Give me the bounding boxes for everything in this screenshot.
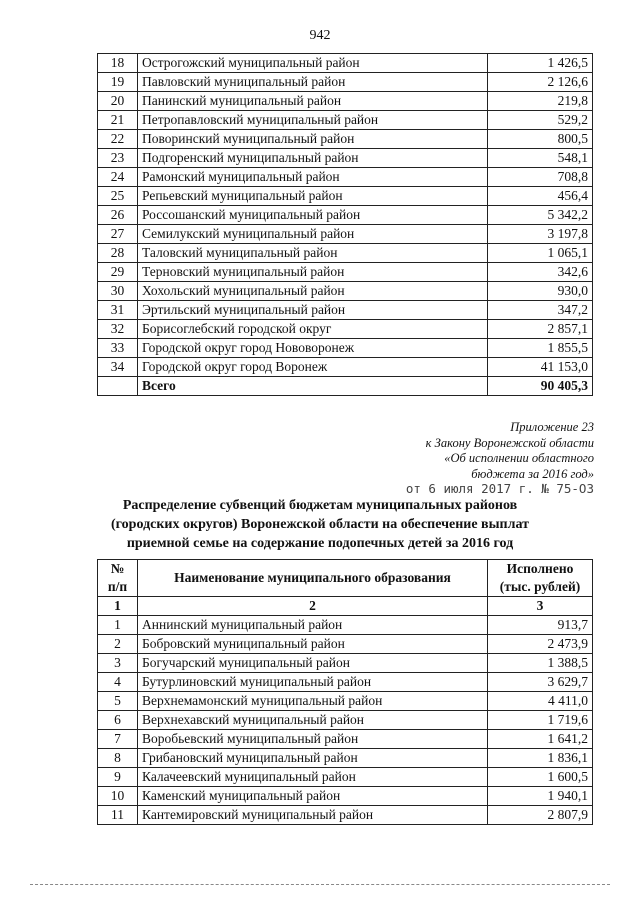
row-name: Терновский муниципальный район — [138, 263, 488, 282]
table-row — [98, 673, 593, 692]
header-number — [98, 560, 138, 597]
table-row — [98, 73, 593, 92]
row-number: 3 — [98, 654, 138, 673]
row-number: 32 — [98, 320, 138, 339]
row-name: Петропавловский муниципальный район — [138, 111, 488, 130]
header-name: Наименование муниципального образования — [138, 560, 488, 597]
row-value: 1 836,1 — [488, 749, 593, 768]
total-value: 90 405,3 — [488, 377, 593, 396]
row-name: Грибановский муниципальный район — [138, 749, 488, 768]
row-name: Борисоглебский городской округ — [138, 320, 488, 339]
subsidy-table-continued — [97, 53, 593, 396]
row-number: 9 — [98, 768, 138, 787]
row-name: Бобровский муниципальный район — [138, 635, 488, 654]
row-name: Панинский муниципальный район — [138, 92, 488, 111]
row-value: 1 940,1 — [488, 787, 593, 806]
table-row — [98, 301, 593, 320]
row-value: 342,6 — [488, 263, 593, 282]
row-name: Таловский муниципальный район — [138, 244, 488, 263]
row-value: 4 411,0 — [488, 692, 593, 711]
table-row — [98, 692, 593, 711]
table-row — [98, 111, 593, 130]
table-row — [98, 187, 593, 206]
table-row — [98, 787, 593, 806]
row-value: 529,2 — [488, 111, 593, 130]
row-value: 2 126,6 — [488, 73, 593, 92]
table-row — [98, 339, 593, 358]
row-name: Воробьевский муниципальный район — [138, 730, 488, 749]
title-line: Распределение субвенций бюджетам муниципальных районов — [122, 498, 518, 513]
total-num-cell — [98, 377, 138, 396]
table-body — [98, 54, 593, 396]
table-row — [98, 635, 593, 654]
row-value: 1 641,2 — [488, 730, 593, 749]
document-title — [80, 496, 560, 553]
table-row — [98, 168, 593, 187]
table-row — [98, 206, 593, 225]
row-name: Острогожский муниципальный район — [138, 54, 488, 73]
row-value: 2 473,9 — [488, 635, 593, 654]
table-row — [98, 225, 593, 244]
table-row — [98, 92, 593, 111]
row-number: 27 — [98, 225, 138, 244]
row-value: 3 197,8 — [488, 225, 593, 244]
table-row — [98, 130, 593, 149]
subsidy-distribution-table — [97, 559, 593, 825]
row-value: 1 426,5 — [488, 54, 593, 73]
annex-header — [334, 420, 594, 482]
row-value: 930,0 — [488, 282, 593, 301]
table-header — [98, 560, 593, 597]
row-name: Эртильский муниципальный район — [138, 301, 488, 320]
row-value: 1 855,5 — [488, 339, 593, 358]
annex-line: к Закону Воронежской области — [425, 435, 594, 450]
table-row — [98, 711, 593, 730]
table-row — [98, 768, 593, 787]
annex-line: «Об исполнении областного — [444, 451, 594, 465]
row-number: 5 — [98, 692, 138, 711]
row-name: Семилукский муниципальный район — [138, 225, 488, 244]
row-number: 22 — [98, 130, 138, 149]
row-number: 30 — [98, 282, 138, 301]
page-number: 942 — [309, 28, 331, 43]
header-row — [98, 560, 593, 597]
table-row — [98, 616, 593, 635]
row-number: 21 — [98, 111, 138, 130]
row-name: Хохольский муниципальный район — [138, 282, 488, 301]
row-value: 41 153,0 — [488, 358, 593, 377]
column-index: 1 — [98, 597, 138, 616]
row-name: Репьевский муниципальный район — [138, 187, 488, 206]
row-value: 2 807,9 — [488, 806, 593, 825]
row-value: 5 342,2 — [488, 206, 593, 225]
table-row — [98, 282, 593, 301]
row-number: 1 — [98, 616, 138, 635]
row-number: 24 — [98, 168, 138, 187]
row-value: 548,1 — [488, 149, 593, 168]
row-number: 20 — [98, 92, 138, 111]
row-value: 219,8 — [488, 92, 593, 111]
row-name: Россошанский муниципальный район — [138, 206, 488, 225]
table-row — [98, 149, 593, 168]
row-name: Бутурлиновский муниципальный район — [138, 673, 488, 692]
row-number: 4 — [98, 673, 138, 692]
row-number: 29 — [98, 263, 138, 282]
table-row — [98, 749, 593, 768]
row-number: 33 — [98, 339, 138, 358]
row-name: Рамонский муниципальный район — [138, 168, 488, 187]
column-index: 3 — [488, 597, 593, 616]
header-value-line: (тыс. рублей) — [499, 579, 581, 594]
row-value: 2 857,1 — [488, 320, 593, 339]
row-number: 28 — [98, 244, 138, 263]
table-row — [98, 54, 593, 73]
row-name: Кантемировский муниципальный район — [138, 806, 488, 825]
row-name: Павловский муниципальный район — [138, 73, 488, 92]
header-number-line: п/п — [107, 579, 128, 594]
row-value: 913,7 — [488, 616, 593, 635]
table-row — [98, 730, 593, 749]
row-number: 34 — [98, 358, 138, 377]
title-line: (городских округов) Воронежской области на обеспечение выплат — [111, 517, 529, 532]
row-number: 7 — [98, 730, 138, 749]
table-row — [98, 263, 593, 282]
row-number: 10 — [98, 787, 138, 806]
header-number-line: № — [110, 561, 125, 576]
row-name: Верхнемамонский муниципальный район — [138, 692, 488, 711]
row-number: 31 — [98, 301, 138, 320]
row-number: 11 — [98, 806, 138, 825]
annex-line: Приложение 23 — [510, 420, 594, 434]
row-name: Верхнехавский муниципальный район — [138, 711, 488, 730]
table-body — [98, 597, 593, 825]
title-line: приемной семье на содержание подопечных детей за 2016 год — [126, 536, 514, 551]
column-index: 2 — [138, 597, 488, 616]
row-value: 1 719,6 — [488, 711, 593, 730]
row-value: 1 600,5 — [488, 768, 593, 787]
row-number: 2 — [98, 635, 138, 654]
row-number: 18 — [98, 54, 138, 73]
row-value: 1 388,5 — [488, 654, 593, 673]
law-reference-stamp: от 6 июля 2017 г. № 75-ОЗ — [405, 481, 594, 496]
row-name: Городской округ город Нововоронеж — [138, 339, 488, 358]
table-row — [98, 320, 593, 339]
row-name: Подгоренский муниципальный район — [138, 149, 488, 168]
table-row — [98, 806, 593, 825]
row-number: 19 — [98, 73, 138, 92]
header-value — [488, 560, 593, 597]
row-name: Аннинский муниципальный район — [138, 616, 488, 635]
row-name: Богучарский муниципальный район — [138, 654, 488, 673]
table-row — [98, 358, 593, 377]
row-name: Калачеевский муниципальный район — [138, 768, 488, 787]
row-number: 26 — [98, 206, 138, 225]
row-name: Городской округ город Воронеж — [138, 358, 488, 377]
table-row — [98, 244, 593, 263]
row-value: 800,5 — [488, 130, 593, 149]
row-value: 1 065,1 — [488, 244, 593, 263]
row-name: Каменский муниципальный район — [138, 787, 488, 806]
row-value: 708,8 — [488, 168, 593, 187]
page-bottom-rule — [30, 884, 610, 885]
row-value: 456,4 — [488, 187, 593, 206]
row-value: 347,2 — [488, 301, 593, 320]
total-row — [98, 377, 593, 396]
row-number: 8 — [98, 749, 138, 768]
row-number: 23 — [98, 149, 138, 168]
column-index-row — [98, 597, 593, 616]
annex-line: бюджета за 2016 год» — [471, 466, 594, 481]
row-number: 6 — [98, 711, 138, 730]
header-value-line: Исполнено — [506, 561, 574, 576]
row-name: Поворинский муниципальный район — [138, 130, 488, 149]
row-number: 25 — [98, 187, 138, 206]
table-row — [98, 654, 593, 673]
row-value: 3 629,7 — [488, 673, 593, 692]
total-label: Всего — [138, 377, 488, 396]
